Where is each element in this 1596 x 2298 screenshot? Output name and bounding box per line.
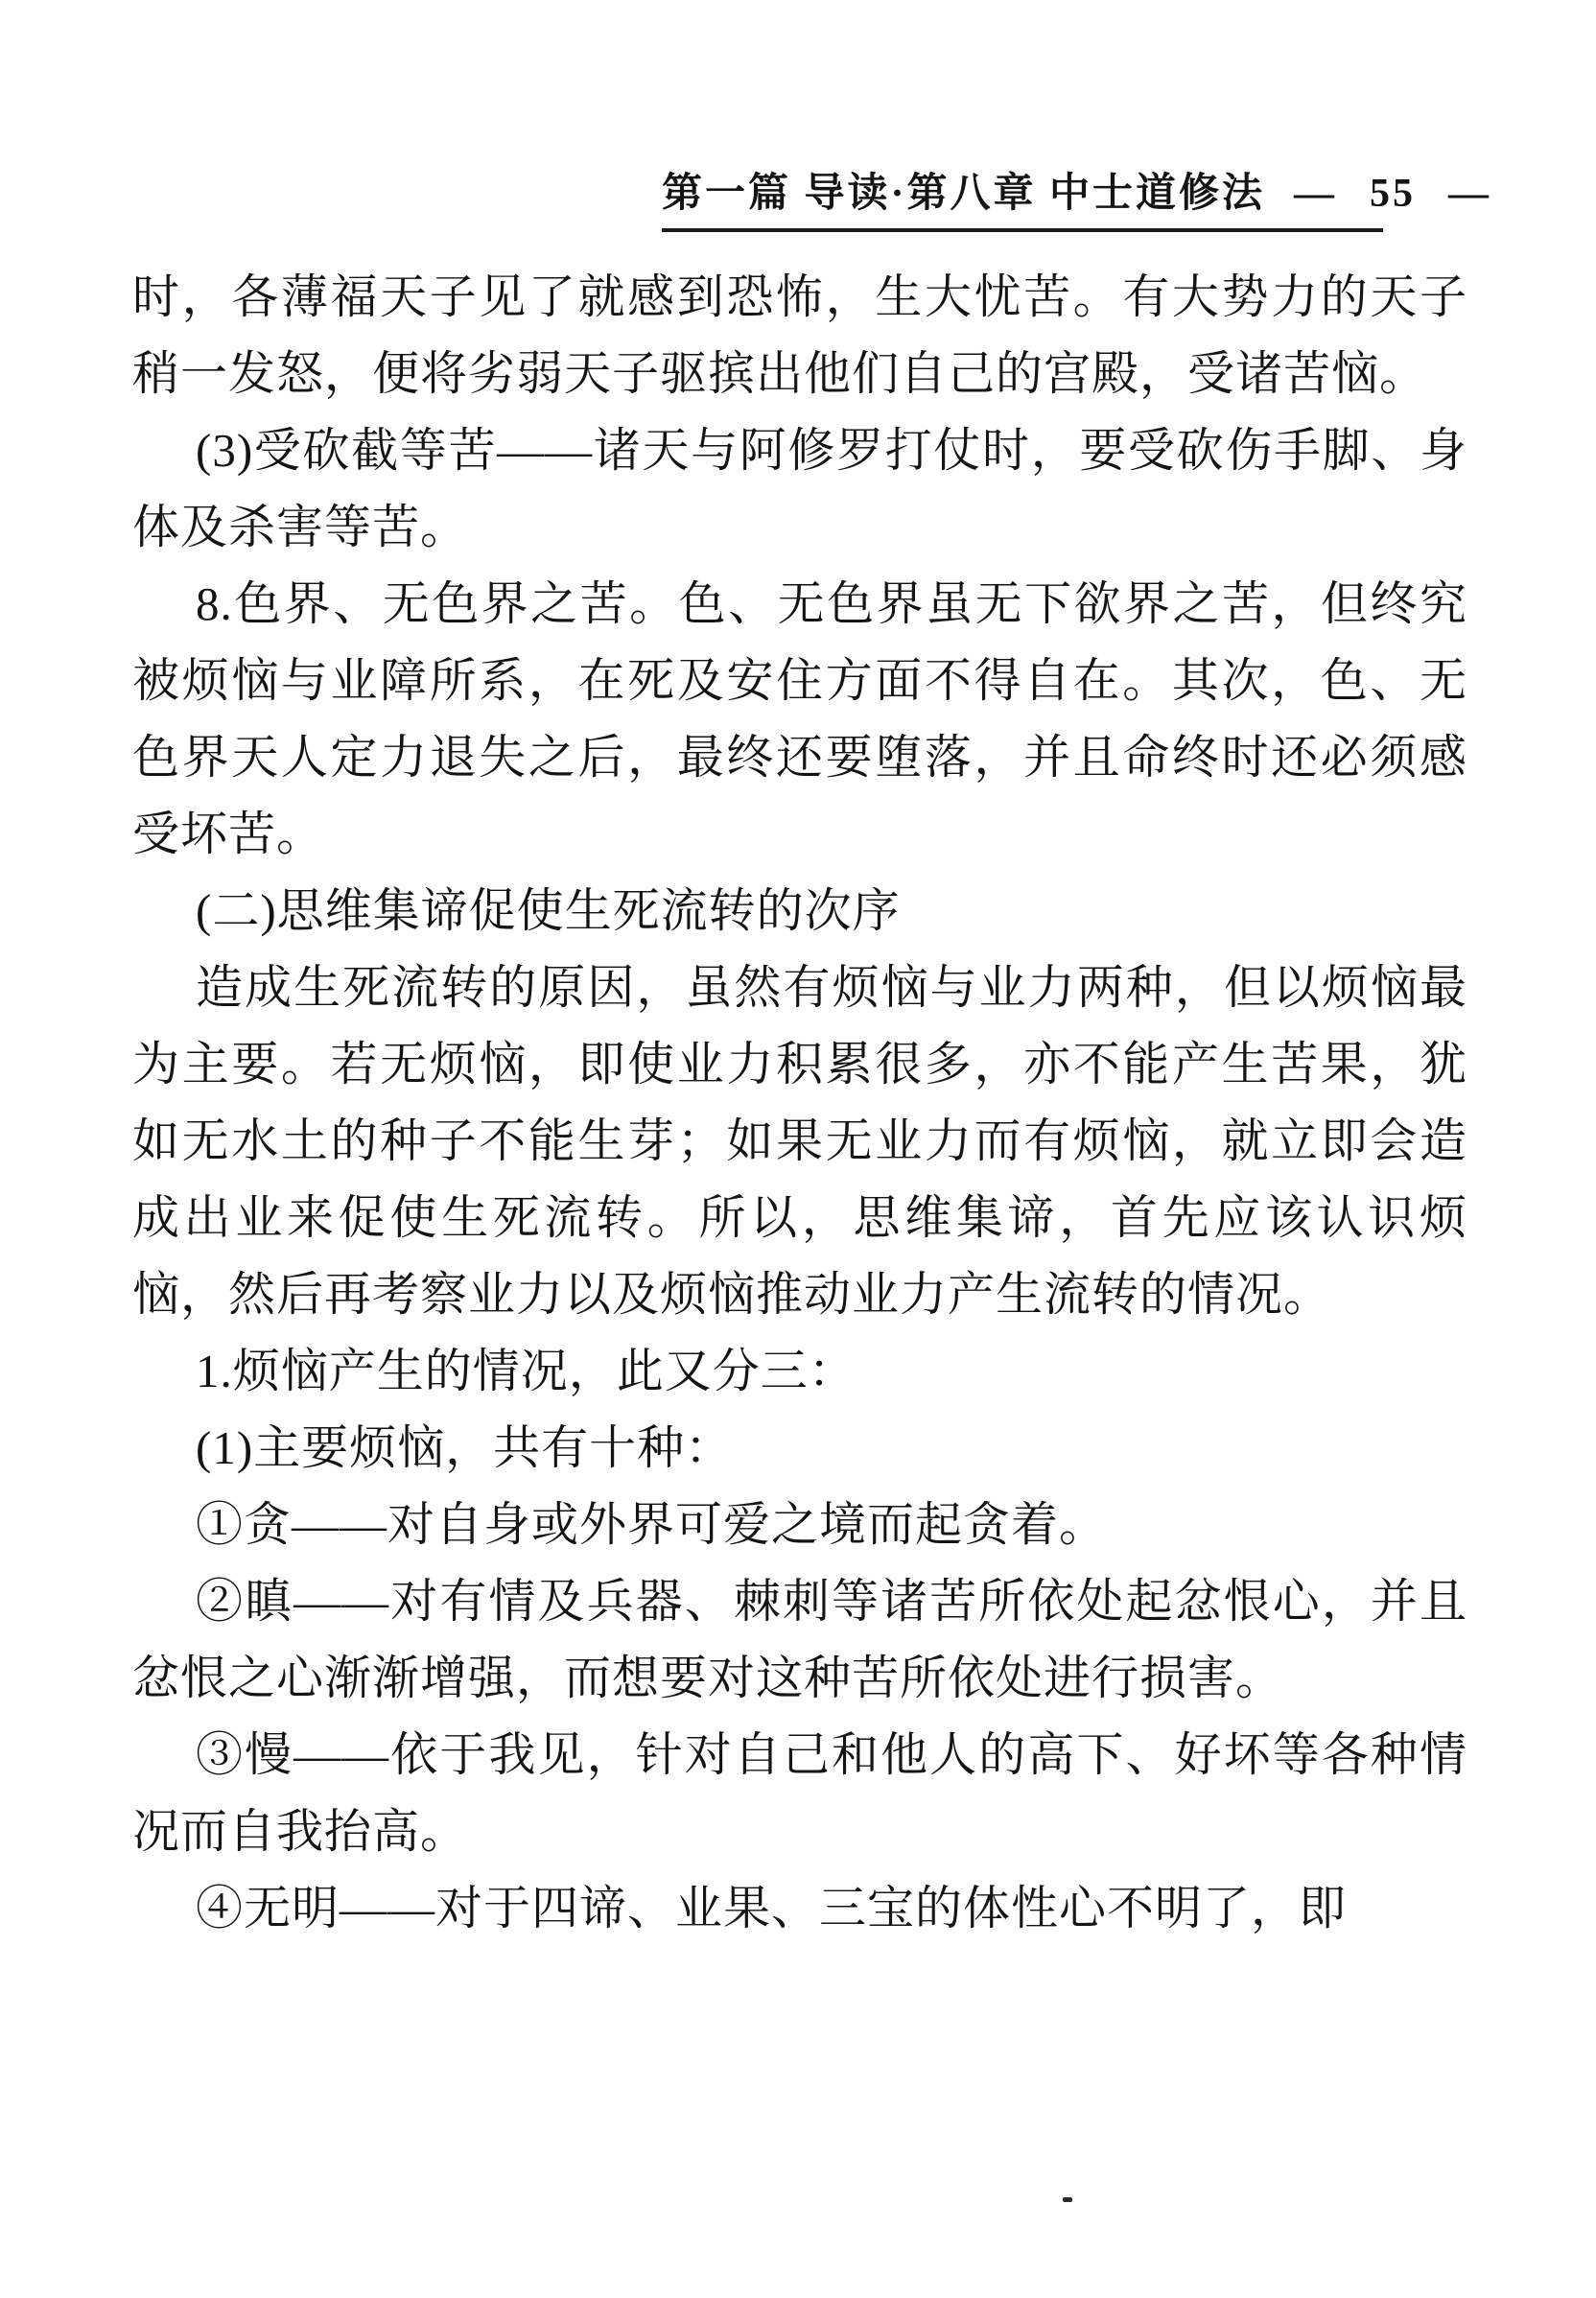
page-header-rule [662, 161, 1492, 232]
paragraph-main-kleshas: (1)主要烦恼，共有十种： [196, 1421, 734, 1474]
folio-dash-right: — [1448, 172, 1492, 216]
page-content [132, 259, 1467, 1947]
paragraph-continuation: 时，各薄福天子见了就感到恐怖，生大忧苦。有大势力的天子稍一发怒，便将劣弱天子驱摈出他们自己的宫殿，受诸苦恼。 [132, 270, 1467, 400]
folio [1294, 171, 1491, 217]
paragraph-klesha-3-pride: ③慢——依于我见，针对自己和他人的高下、好坏等各种情况而自我抬高。 [132, 1728, 1467, 1858]
paragraph-klesha-arising: 1.烦恼产生的情况，此又分三： [196, 1345, 857, 1397]
page-number: 55 [1370, 172, 1417, 216]
paragraph-section-heading: (二)思维集谛促使生死流转的次序 [196, 884, 901, 937]
paragraph-item-8-form-realms: 8.色界、无色界之苦。色、无色界虽无下欲界之苦，但终究被烦恼与业障所系，在死及安住方面不得自在。其次，色、无色界天人定力退失之后，最终还要堕落，并且命终时还必须感受坏苦。 [132, 577, 1467, 860]
paragraph-klesha-2-anger: ②瞋——对有情及兵器、棘刺等诸苦所依处起忿恨心，并且忿恨之心渐渐增强，而想要对这种苦所依处进行损害。 [132, 1575, 1467, 1704]
paragraph-item-3-suffering: (3)受砍截等苦——诸天与阿修罗打仗时，要受砍伤手脚、身体及杀害等苦。 [132, 424, 1467, 553]
header-title: 第一篇 导读·第八章 中士道修法 [662, 172, 1266, 216]
paragraph-klesha-1-greed: ①贪——对自身或外界可爱之境而起贪着。 [196, 1498, 1108, 1551]
scan-speck [1063, 2197, 1072, 2202]
paragraph-samsara-causes: 造成生死流转的原因，虽然有烦恼与业力两种，但以烦恼最为主要。若无烦恼，即使业力积累很多，亦不能产生苦果，犹如无水土的种子不能生芽；如果无业力而有烦恼，就立即会造成出业来促使生死流转。所以，思维集谛，首先应该认识烦恼，然后再考察业力以及烦恼推动业力产生流转的情况。 [132, 961, 1467, 1321]
paragraph-klesha-4-ignorance: ④无明——对于四谛、业果、三宝的体性心不明了，即 [196, 1882, 1348, 1935]
folio-dash-left: — [1294, 172, 1338, 216]
page-header [662, 161, 1492, 232]
